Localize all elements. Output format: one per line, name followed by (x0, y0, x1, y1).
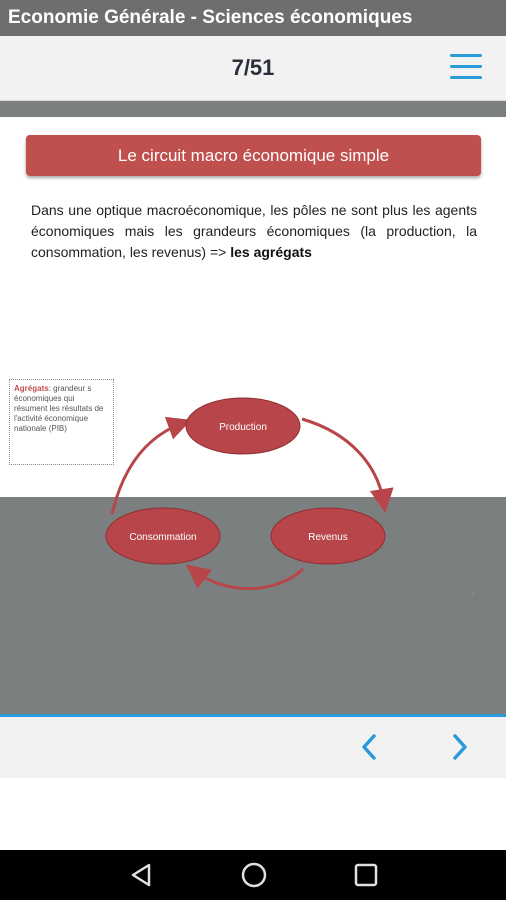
android-recents-button[interactable] (351, 860, 381, 890)
note-definition: : grandeur s économiques qui résument les résultats de l'activité économique nationale (PIB) (14, 384, 104, 433)
android-home-button[interactable] (239, 860, 269, 890)
slide-title: Le circuit macro économique simple (26, 135, 481, 176)
arrow-production-revenus (302, 419, 384, 504)
app-title-bar (0, 0, 506, 36)
top-toolbar (0, 36, 506, 101)
slide-body-plain: Dans une optique macroéconomique, les pôles ne sont plus les agents économiques mais les grandeurs économiques (la production, la consommation, les revenus) => (31, 202, 477, 260)
slide-body-bold: les agrégats (230, 244, 312, 260)
circuit-diagram (0, 117, 506, 543)
app-title: Economie Générale - Sciences économiques (8, 7, 413, 28)
node-consommation-label: Consommation (129, 532, 197, 543)
node-production-label: Production (219, 422, 267, 433)
android-back-icon (127, 860, 157, 890)
note-term: Agrégats (14, 384, 49, 393)
chevron-left-icon (352, 729, 388, 765)
android-home-icon (239, 860, 269, 890)
page-counter: 7/51 (231, 55, 275, 80)
bottom-navigation-bar (0, 717, 506, 778)
slide-page (0, 117, 506, 598)
android-navigation-bar (0, 850, 506, 900)
previous-page-button[interactable] (352, 729, 388, 765)
next-page-button[interactable] (441, 729, 477, 765)
node-revenus-label: Revenus (308, 532, 348, 543)
chevron-right-icon (441, 729, 477, 765)
menu-button[interactable] (446, 50, 486, 84)
slide-number: 7 (471, 592, 475, 598)
android-recents-icon (351, 860, 381, 890)
android-back-button[interactable] (127, 860, 157, 890)
